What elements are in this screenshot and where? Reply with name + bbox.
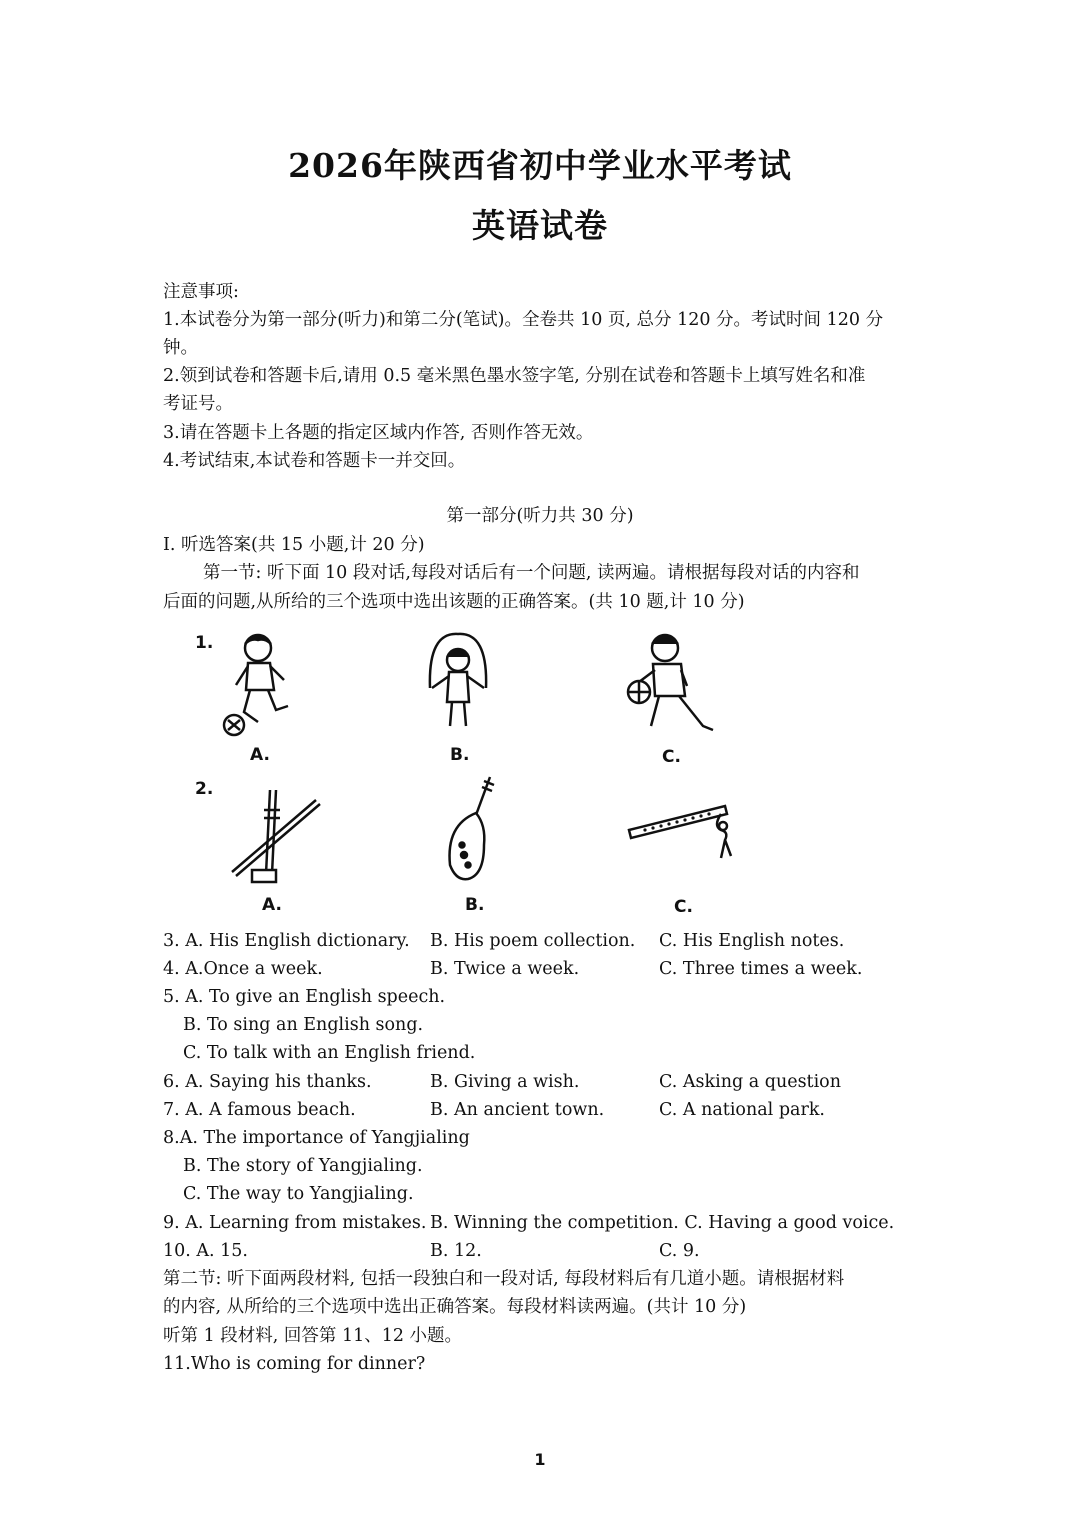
option-label: B. [465,895,485,915]
notes-line: 2.领到试卷和答题卡后,请用 0.5 毫米黑色墨水签字笔, 分别在试卷和答题卡上填写姓名和准 [163,366,866,386]
question-text: 11.Who is coming for dinner? [163,1354,426,1374]
question-number: 2. [195,779,214,799]
option-label: C. [662,747,681,767]
notes-line: 钟。 [163,338,198,358]
notes-line: 4.考试结束,本试卷和答题卡一并交回。 [163,451,466,471]
question-option: B. The story of Yangjialing. [183,1156,423,1176]
notes-line: 3.请在答题卡上各题的指定区域内作答, 否则作答无效。 [163,423,594,443]
boy-jumping-rope-icon [418,630,498,744]
question-option: 6. A. Saying his thanks. [163,1072,372,1092]
question-option: C. A national park. [659,1100,825,1120]
question-option: C. The way to Yangjialing. [183,1184,414,1204]
question-option: B. Winning the competition. C. Having a good voice. [430,1213,895,1233]
section1-instruction: 后面的问题,从所给的三个选项中选出该题的正确答案。(共 10 题,计 10 分) [163,592,745,612]
section2-instruction: 的内容, 从所给的三个选项中选出正确答案。每段材料读两遍。(共计 10 分) [163,1297,747,1317]
question-option: B. An ancient town. [430,1100,605,1120]
question-option: B. Twice a week. [430,959,580,979]
question-option: C. Three times a week. [659,959,863,979]
question-option: 9. A. Learning from mistakes. [163,1213,427,1233]
section1-instruction: 第一节: 听下面 10 段对话,每段对话后有一个问题, 读两遍。请根据每段对话的内容和 [203,563,860,583]
page-number: 1 [534,1450,546,1469]
option-label: A. [250,745,270,765]
question-option: B. His poem collection. [430,931,636,951]
notes-heading: 注意事项: [163,282,239,302]
question-option: 4. A.Once a week. [163,959,323,979]
question-number: 1. [195,633,214,653]
question-option: 8.A. The importance of Yangjialing [163,1128,470,1148]
notes-line: 考证号。 [163,394,233,414]
dizi-flute-icon [625,800,740,874]
boy-kicking-football-icon [218,630,298,744]
part1-heading: 第一部分(听力共 30 分) [446,506,634,526]
exam-title: 2026年陕西省初中学业水平考试 [288,146,792,185]
question-option: C. To talk with an English friend. [183,1043,476,1063]
section-i-heading: I. 听选答案(共 15 小题,计 20 分) [163,535,425,555]
question-option: B. To sing an English song. [183,1015,424,1035]
question-option: C. Asking a question [659,1072,841,1092]
question-option: 3. A. His English dictionary. [163,931,410,951]
option-label: B. [450,745,470,765]
question-option: 5. A. To give an English speech. [163,987,446,1007]
question-option: 10. A. 15. [163,1241,248,1261]
pipa-icon [440,775,500,889]
section2-instruction: 听第 1 段材料, 回答第 11、12 小题。 [163,1326,463,1346]
erhu-icon [228,788,323,892]
section2-instruction: 第二节: 听下面两段材料, 包括一段独白和一段对话, 每段材料后有几道小题。请根据材料 [163,1269,845,1289]
option-label: A. [262,895,282,915]
question-option: B. 12. [430,1241,482,1261]
question-option: C. 9. [659,1241,700,1261]
option-label: C. [674,897,693,917]
question-option: C. His English notes. [659,931,845,951]
question-option: 7. A. A famous beach. [163,1100,356,1120]
exam-subtitle: 英语试卷 [472,206,608,245]
question-option: B. Giving a wish. [430,1072,580,1092]
notes-line: 1.本试卷分为第一部分(听力)和第二分(笔试)。全卷共 10 页, 总分 120 分。考试时间 120 分 [163,310,884,330]
boy-dribbling-basketball-icon [625,630,720,744]
